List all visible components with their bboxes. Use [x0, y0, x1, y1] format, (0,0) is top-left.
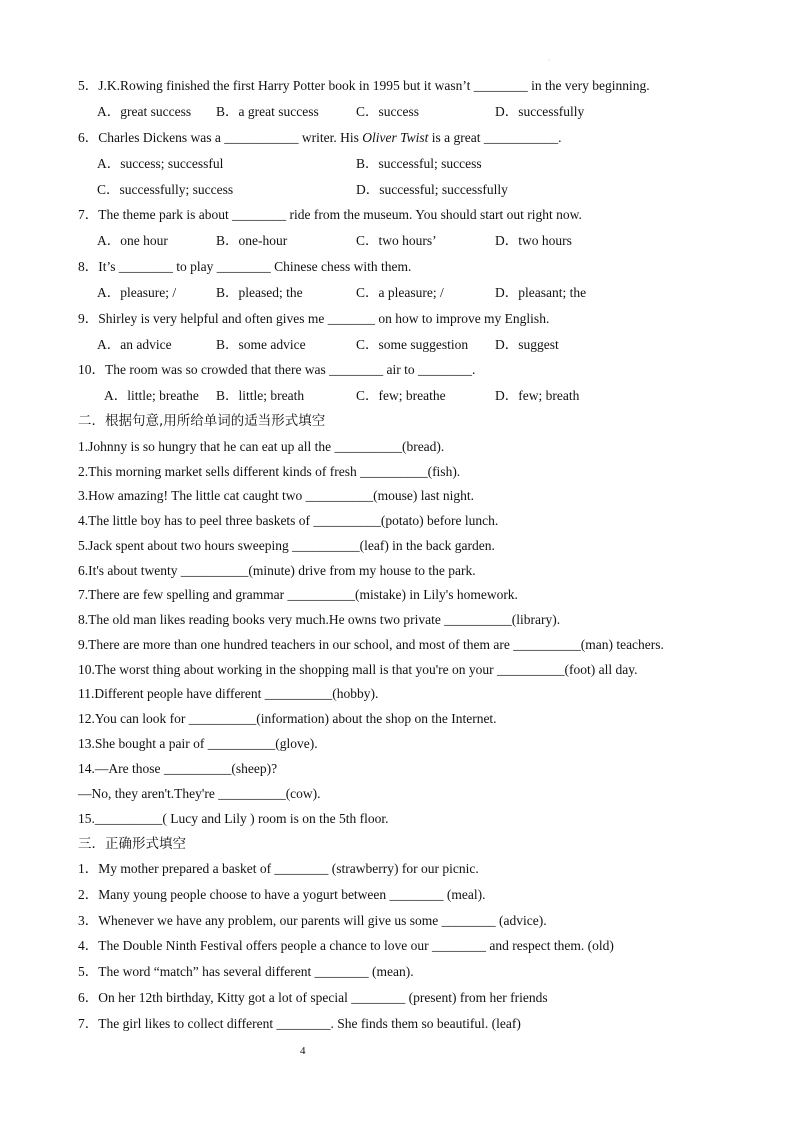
s2-item-10: 10.The worst thing about working in the shopping mall is that you're on your __________(foot) all day. [78, 662, 638, 677]
s2-item-15: 15.__________( Lucy and Lily ) room is on the 5th floor. [78, 811, 389, 826]
q7-option-c: C．two hours’ [356, 233, 437, 248]
q8-option-a: A．pleasure; / [97, 285, 177, 300]
q10-option-b: B．little; breath [216, 388, 305, 403]
q5-option-a: A．great success [97, 104, 192, 119]
q5-option-d: D．successfully [495, 104, 585, 119]
question-8-stem: 8．It’s ________ to play ________ Chinese chess with them. [78, 259, 412, 274]
s2-item-13: 13.She bought a pair of __________(glove). [78, 736, 318, 751]
q9-option-b: B．some advice [216, 337, 306, 352]
s3-item-2: 2．Many young people choose to have a yogurt between ________ (meal). [78, 887, 486, 902]
q6-book-title: Oliver Twist [362, 130, 429, 145]
q6-option-c: C．successfully; success [97, 182, 234, 197]
s2-item-1: 1.Johnny is so hungry that he can eat up all the __________(bread). [78, 439, 445, 454]
s3-item-7: 7．The girl likes to collect different ________. She finds them so beautiful. (leaf) [78, 1016, 521, 1031]
q9-option-c: C．some suggestion [356, 337, 469, 352]
question-5-stem: 5．J.K.Rowing finished the first Harry Potter book in 1995 but it wasn’t ________ in the very beginning. [78, 78, 650, 93]
q7-option-b: B．one-hour [216, 233, 288, 248]
q5-option-b: B．a great success [216, 104, 319, 119]
s2-item-14b: —No, they aren't.They're __________(cow). [78, 786, 321, 801]
question-7-stem: 7．The theme park is about ________ ride from the museum. You should start out right now. [78, 207, 582, 222]
q7-option-d: D．two hours [495, 233, 572, 248]
q8-option-d: D．pleasant; the [495, 285, 587, 300]
s2-item-4: 4.The little boy has to peel three baskets of __________(potato) before lunch. [78, 513, 499, 528]
q6-stem-part-b: is a great ___________. [428, 130, 562, 145]
s2-item-2: 2.This morning market sells different kinds of fresh __________(fish). [78, 464, 461, 479]
q8-option-b: B．pleased; the [216, 285, 303, 300]
question-9-stem: 9．Shirley is very helpful and often gives me _______ on how to improve my English. [78, 311, 550, 326]
q6-option-d: D．successful; successfully [356, 182, 508, 197]
s2-item-12: 12.You can look for __________(information) about the shop on the Internet. [78, 711, 497, 726]
question-10-stem: 10．The room was so crowded that there was ________ air to ________. [78, 362, 476, 377]
s3-item-5: 5．The word “match” has several different ________ (mean). [78, 964, 414, 979]
q10-option-d: D．few; breath [495, 388, 580, 403]
s3-item-6: 6．On her 12th birthday, Kitty got a lot of special ________ (present) from her friends [78, 990, 548, 1005]
q10-option-c: C．few; breathe [356, 388, 446, 403]
s2-item-9: 9.There are more than one hundred teachers in our school, and most of them are __________(man) teachers. [78, 637, 664, 652]
section-2-title: 二．根据句意,用所给单词的适当形式填空 [78, 413, 326, 429]
s2-item-11: 11.Different people have different __________(hobby). [78, 686, 379, 701]
question-6-stem [78, 129, 561, 147]
q6-option-b: B．successful; success [356, 156, 482, 171]
stray-dot: · [548, 58, 550, 64]
q5-option-c: C．success [356, 104, 419, 119]
q8-option-c: C．a pleasure; / [356, 285, 444, 300]
s2-item-6: 6.It's about twenty __________(minute) drive from my house to the park. [78, 563, 476, 578]
q6-option-a: A．success; successful [97, 156, 224, 171]
q7-option-a: A．one hour [97, 233, 168, 248]
s2-item-8: 8.The old man likes reading books very much.He owns two private __________(library). [78, 612, 561, 627]
q10-option-a: A．little; breathe [104, 388, 199, 403]
s2-item-7: 7.There are few spelling and grammar __________(mistake) in Lily's homework. [78, 587, 518, 602]
section-3-title: 三．正确形式填空 [78, 836, 186, 852]
s3-item-1: 1．My mother prepared a basket of ________ (strawberry) for our picnic. [78, 861, 479, 876]
page-number: 4 [300, 1045, 306, 1057]
s3-item-4: 4．The Double Ninth Festival offers people a chance to love our ________ and respect them. (old) [78, 938, 614, 953]
s3-item-3: 3．Whenever we have any problem, our parents will give us some ________ (advice). [78, 913, 547, 928]
s2-item-14a: 14.—Are those __________(sheep)? [78, 761, 278, 776]
q9-option-a: A．an advice [97, 337, 172, 352]
s2-item-5: 5.Jack spent about two hours sweeping __________(leaf) in the back garden. [78, 538, 495, 553]
q6-stem-part-a: 6．Charles Dickens was a ___________ writer. His [78, 130, 363, 145]
s2-item-3: 3.How amazing! The little cat caught two __________(mouse) last night. [78, 488, 475, 503]
q9-option-d: D．suggest [495, 337, 559, 352]
